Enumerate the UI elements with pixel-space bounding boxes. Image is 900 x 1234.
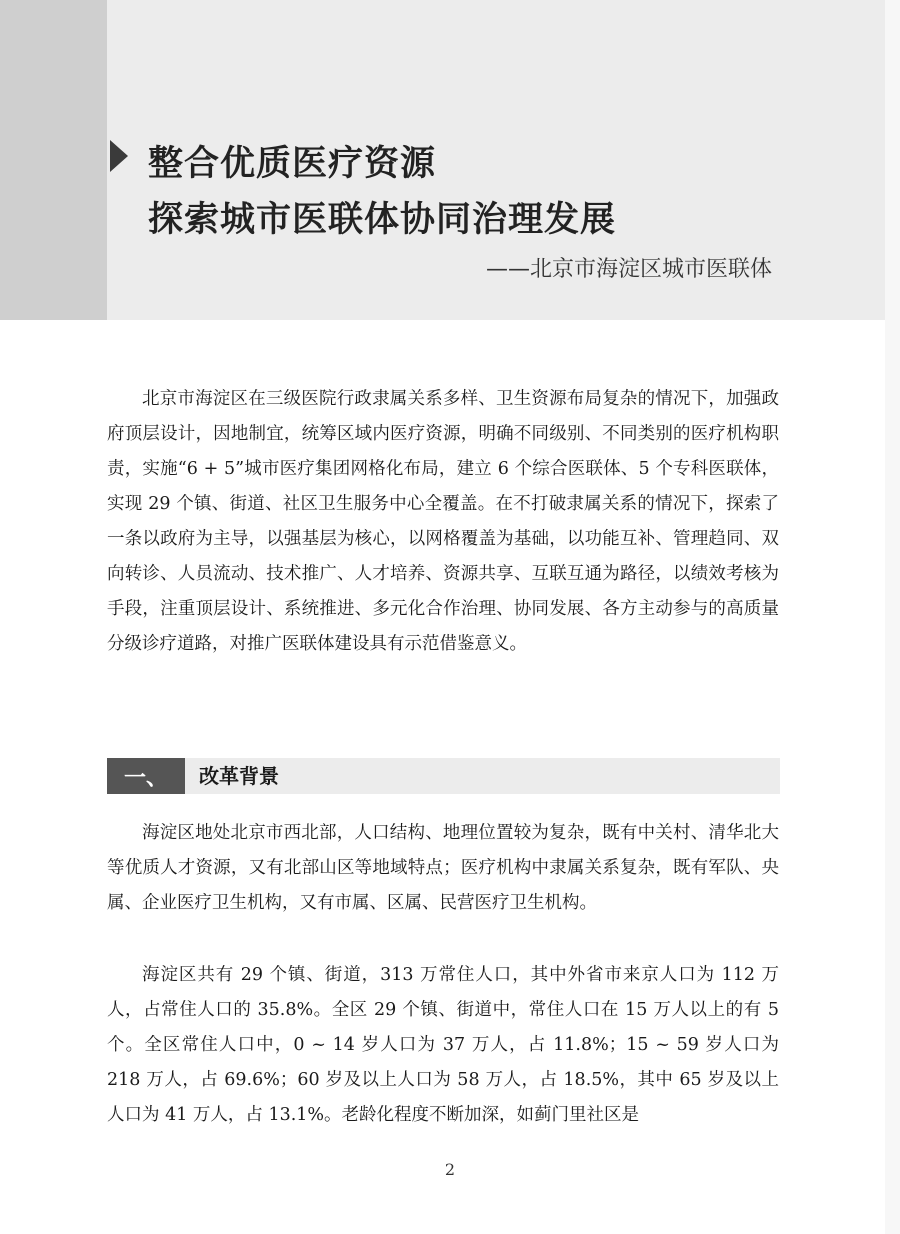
page-title-line1: 整合优质医疗资源 [148,144,437,184]
body-paragraph-2: 海淀区共有 29 个镇、街道，313 万常住人口，其中外省市来京人口为 112 万人，占常住人口的 35.8%。全区 29 个镇、街道中，常住人口在 15 万人以上的有 5 个。全区常住人口中，0 ~ 14 岁人口为 37 万人，占 11.8%；15 ~ 59 岁人口为 218 万人，占 69.6%；60 岁及以上人口为 58 万人，占 18.5%，其中 65 岁及以上人口为 41 万人，占 13.1%。老龄化程度不断加深，如蓟门里社区是 [107,965,779,1125]
page-subtitle: ——北京市海淀区城市医联体 [485,257,772,282]
header-side-stripe [0,0,107,320]
page-right-edge [885,0,900,1234]
page-number: 2 [444,1160,456,1179]
intro-paragraph: 北京市海淀区在三级医院行政隶属关系多样、卫生资源布局复杂的情况下，加强政府顶层设计，因地制宜，统筹区域内医疗资源，明确不同级别、不同类别的医疗机构职责，实施“6 + 5”城市医疗集团网格化布局，建立 6 个综合医联体、5 个专科医联体，实现 29 个镇、街道、社区卫生服务中心全覆盖。在不打破隶属关系的情况下，探索了一条以政府为主导，以强基层为核心，以网格覆盖为基础，以功能互补、管理趋同、双向转诊、人员流动、技术推广、人才培养、资源共享、互联互通为路径，以绩效考核为手段，注重顶层设计、系统推进、多元化合作治理、协同发展、各方主动参与的高质量分级诊疗道路，对推广医联体建设具有示范借鉴意义。 [107,389,779,654]
page-title-line2: 探索城市医联体协同治理发展 [148,200,617,240]
body-paragraph-1: 海淀区地处北京市西北部，人口结构、地理位置较为复杂，既有中关村、清华北大等优质人才资源，又有北部山区等地域特点；医疗机构中隶属关系复杂，既有军队、央属、企业医疗卫生机构，又有市属、区属、民营医疗卫生机构。 [107,823,779,913]
section-heading [107,758,780,794]
section-title: 改革背景 [199,764,279,788]
title-triangle-icon [110,140,128,172]
section-number: 一、 [107,758,185,794]
